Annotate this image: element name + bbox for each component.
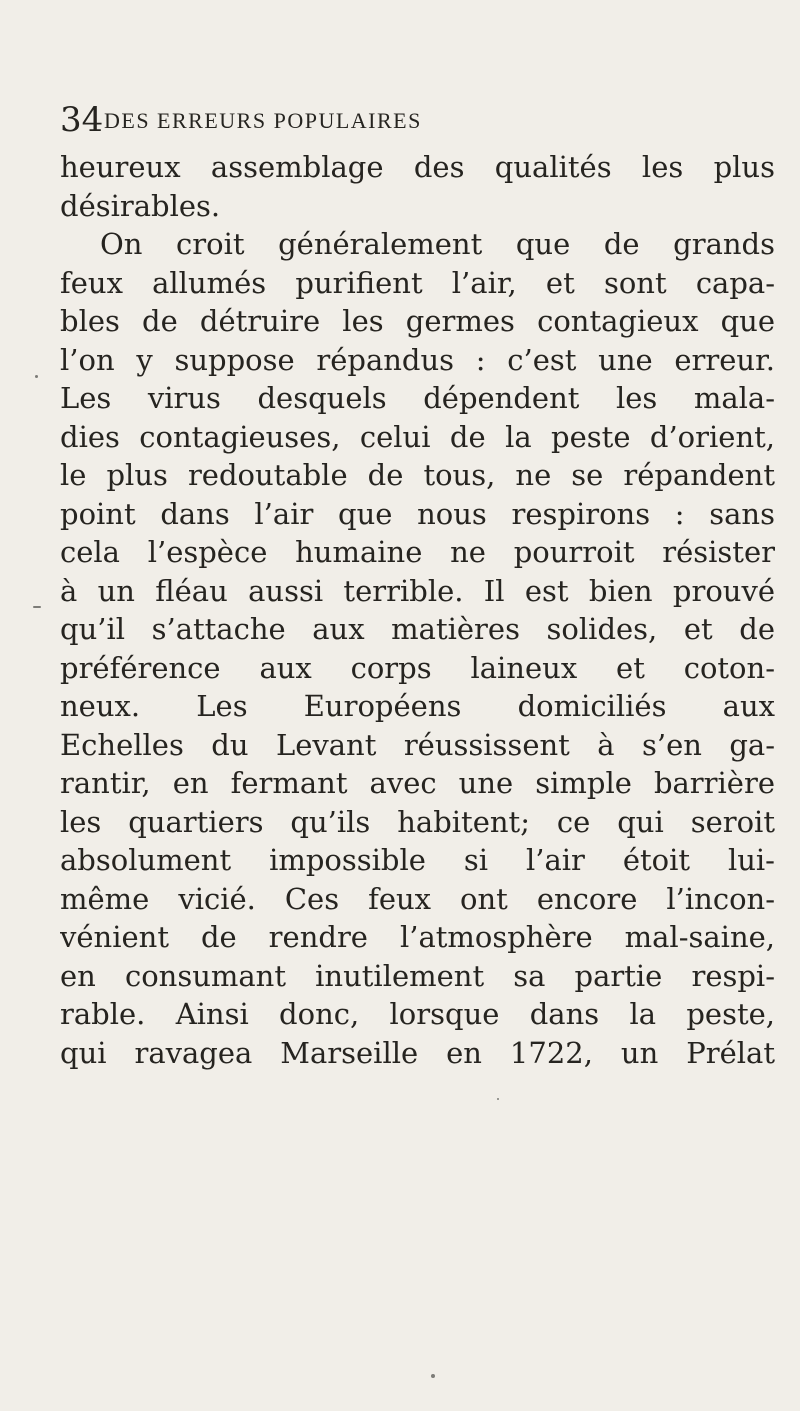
text-line: bles de détruire les germes contagieux que [60,304,775,338]
text-line: préférence aux corps laineux et coton- [60,650,775,685]
text-line: heureux assemblage des qualités les plus [60,150,775,184]
paper-speck [497,1098,499,1100]
text-line: Echelles du Levant réussissent à s’en ga- [60,727,775,762]
text-line: à un fléau aussi terrible. Il est bien prouvé [60,573,775,608]
paper-speck [35,375,38,378]
text-line: dies contagieuses, celui de la peste d’orient, [60,419,775,454]
text-line: On croit généralement que de grands [100,227,775,261]
text-line: même vicié. Ces feux ont encore l’incon- [60,881,775,916]
text-line: cela l’espèce humaine ne pourroit résister [60,535,775,569]
page-number: 34 [60,100,104,140]
text-line: en consumant inutilement sa partie respi- [60,958,775,993]
text-line: feux allumés purifient l’air, et sont capa- [60,265,775,300]
text-line: qu’il s’attache aux matières solides, et de [60,612,775,646]
text-line: rable. Ainsi donc, lorsque dans la peste, [60,997,775,1031]
text-line: le plus redoutable de tous, ne se répandent [60,458,775,492]
text-line: qui ravagea Marseille en 1722, un Prélat [60,1035,775,1070]
text-line: Les virus desquels dépendent les mala- [60,381,775,415]
running-title: DES ERREURS POPULAIRES [104,108,422,133]
text-line: absolument impossible si l’air étoit lui- [60,843,775,877]
text-line: point dans l’air que nous respirons : sans [60,496,775,531]
text-line: les quartiers qu’ils habitent; ce qui seroit [60,804,775,839]
text-line: neux. Les Européens domiciliés aux [60,689,775,723]
text-line: vénient de rendre l’atmosphère mal-saine, [60,920,775,954]
body-text [60,148,775,1072]
text-line: l’on y suppose répandus : c’est une erreur. [60,342,775,377]
page-header [60,100,760,140]
text-line: rantir, en fermant avec une simple barrière [60,766,775,800]
text-line: désirables. [60,188,221,223]
paper-speck [431,1374,435,1378]
paper-speck [33,606,41,608]
